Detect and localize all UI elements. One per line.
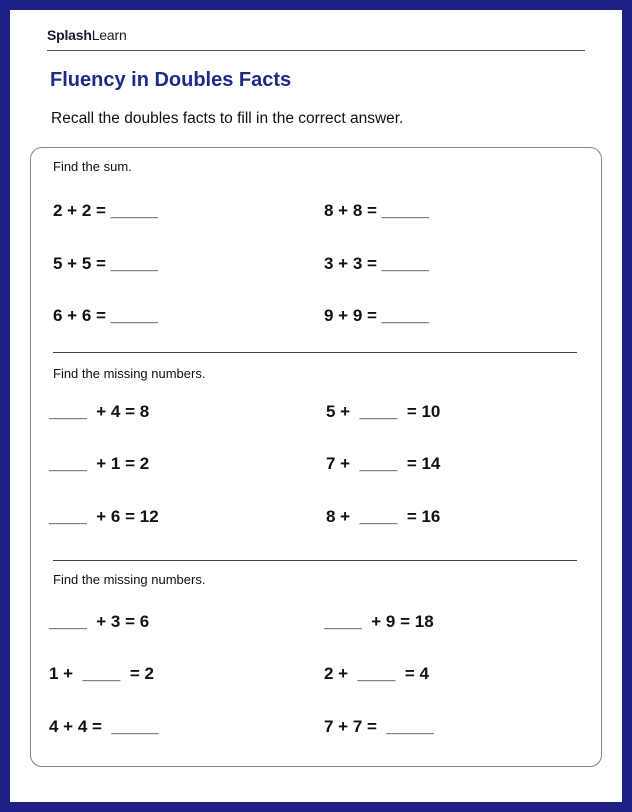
header-rule: [47, 50, 585, 51]
problem-2-5: ____ + 6 = 12: [49, 507, 159, 526]
problem-3-1: ____ + 3 = 6: [49, 612, 150, 631]
problem-3-5: 4 + 4 = _____: [49, 717, 159, 736]
problem-1-3: 5 + 5 = _____: [53, 254, 158, 273]
logo-bold-text: Splash: [47, 27, 92, 43]
page-title: Fluency in Doubles Facts: [50, 69, 292, 91]
problem-3-2: ____ + 9 = 18: [324, 612, 434, 631]
problem-2-3: ____ + 1 = 2: [49, 454, 150, 473]
problem-1-4: 3 + 3 = _____: [324, 254, 429, 273]
problem-2-4: 7 + ____ = 14: [326, 454, 441, 473]
problem-3-3: 1 + ____ = 2: [49, 664, 154, 683]
section-2-instruction: Find the missing numbers.: [53, 366, 206, 381]
problem-2-1: ____ + 4 = 8: [49, 402, 150, 421]
problem-1-6: 9 + 9 = _____: [324, 306, 429, 325]
section-1-instruction: Find the sum.: [53, 159, 132, 174]
problem-2-2: 5 + ____ = 10: [326, 402, 441, 421]
problem-2-6: 8 + ____ = 16: [326, 507, 441, 526]
problem-1-1: 2 + 2 = _____: [53, 201, 158, 220]
problem-1-5: 6 + 6 = _____: [53, 306, 158, 325]
logo-light-text: Learn: [91, 27, 127, 43]
splashlearn-logo: [47, 27, 127, 43]
section-divider-1: [53, 352, 577, 353]
section-3-instruction: Find the missing numbers.: [53, 572, 206, 587]
problem-1-2: 8 + 8 = _____: [324, 201, 429, 220]
problem-3-6: 7 + 7 = _____: [324, 717, 434, 736]
page-subtitle: Recall the doubles facts to fill in the correct answer.: [51, 110, 404, 127]
problem-3-4: 2 + ____ = 4: [324, 664, 429, 683]
section-divider-2: [53, 560, 577, 561]
